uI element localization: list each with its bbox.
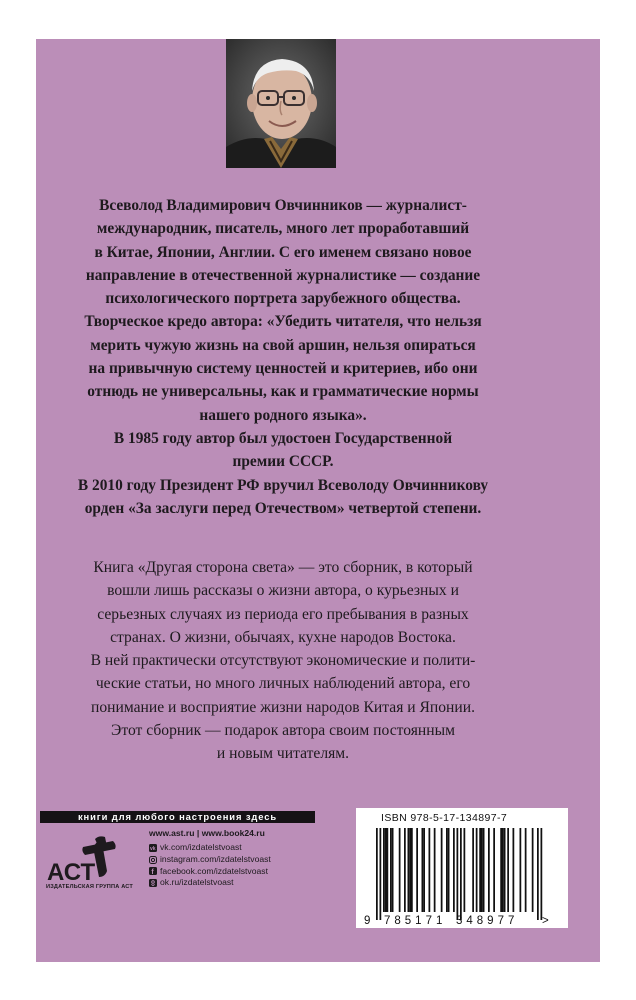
social-link-text: vk.com/izdatelstvoast (160, 842, 242, 852)
websites: www.ast.ru | www.book24.ru (149, 828, 265, 838)
barcode-bar (502, 828, 504, 912)
bio-line: международник, писатель, много лет проработавший (96, 220, 470, 238)
barcode-bar (513, 828, 515, 912)
barcode-bar (532, 828, 534, 912)
barcode-bar (380, 828, 382, 920)
bio-line: направление в отечественной журналистике — создание (85, 266, 481, 284)
barcode-bar (537, 828, 539, 920)
barcode-bar (404, 828, 406, 912)
bio-line: В 2010 году Президент РФ вручил Всеволоду Овчинникову (77, 476, 489, 494)
bio-line: Всеволод Владимирович Овчинников — журналист- (99, 197, 467, 214)
barcode-bar (448, 828, 450, 912)
barcode-bar (464, 828, 466, 912)
barcode-bar (429, 828, 431, 912)
barcode-right-digits: 348977 (456, 915, 519, 927)
barcode-bar (453, 828, 455, 912)
barcode-first-digit: 9 (364, 915, 371, 927)
barcode-bar (408, 828, 410, 912)
bio-line: отнюдь не универсальны, как и грамматические нормы (87, 383, 479, 401)
description-line: Книга «Другая сторона света» — это сборник, в который (93, 559, 473, 576)
book-description (38, 556, 528, 766)
barcode-left-digits: 785171 (384, 915, 447, 927)
social-link[interactable] (149, 854, 271, 866)
description-line: понимание и восприятие жизни народов Китая и Японии. (90, 698, 475, 716)
barcode-bar (434, 828, 436, 912)
bio-line: нашего родного языка». (199, 406, 367, 424)
author-photo (226, 39, 336, 168)
bio-line: в Китае, Японии, Англии. С его именем связано новое (94, 243, 472, 261)
barcode-bar (460, 828, 462, 920)
barcode-bar (409, 828, 411, 912)
barcode-bar (441, 828, 443, 912)
bio-line: В 1985 году автор был удостоен Государственной (113, 429, 453, 447)
social-links (149, 842, 271, 889)
author-biography (38, 194, 528, 520)
barcode-bar (500, 828, 502, 912)
description-line: В ней практически отсутствуют экономические и полити- (90, 652, 476, 670)
bio-line: орден «За заслуги перед Отечеством» четвертой степени. (84, 499, 482, 517)
barcode-bar (481, 828, 483, 912)
instagram-icon (149, 856, 157, 864)
barcode-panel (356, 808, 568, 928)
barcode-bar (422, 828, 424, 912)
barcode-bar (423, 828, 425, 912)
social-link[interactable] (149, 877, 271, 889)
description-line: Этот сборник — подарок автора своим постоянным (111, 722, 455, 740)
barcode-bar (446, 828, 448, 912)
barcode-bar (390, 828, 392, 912)
barcode-bar (457, 828, 459, 920)
barcode-bar (476, 828, 478, 912)
barcode-bar (399, 828, 401, 912)
barcode-bar (493, 828, 495, 912)
barcode-bar (416, 828, 418, 912)
barcode-bar (541, 828, 543, 920)
social-link-text: facebook.com/izdatelstvoast (160, 865, 268, 876)
publisher-name: ИЗДАТЕЛЬСКАЯ ГРУППА АСТ (45, 884, 134, 890)
description-line: вошли лишь рассказы о жизни автора, о курьезных и (107, 582, 459, 600)
isbn-number: ISBN 978-5-17-134897-7 (381, 812, 508, 824)
barcode-bar (387, 828, 389, 912)
description-line: серьезных случаях из периода его пребывания в разных (97, 605, 469, 623)
barcode-arrow: > (542, 915, 549, 927)
social-link[interactable] (149, 842, 271, 854)
description-line: ческие статьи, но много личных наблюдений автора, его (95, 675, 471, 693)
ast-logo (43, 833, 135, 903)
social-link-text: ok.ru/izdatelstvoast (160, 877, 234, 888)
bio-line: Творческое кредо автора: «Убедить читателя, что нельзя (84, 313, 482, 331)
barcode-bar (376, 828, 378, 920)
ast-logo-text: АСТ (47, 859, 96, 886)
svg-text:vk: vk (150, 846, 156, 852)
barcode (356, 808, 568, 928)
social-link-text: instagram.com/izdatelstvoast (160, 853, 271, 864)
slogan-band: книги для любого настроения здесь (40, 811, 315, 823)
odnoklassniki-icon (149, 879, 157, 887)
barcode-bar (385, 828, 387, 912)
bio-line: премии СССР. (232, 453, 334, 471)
barcode-bar (383, 828, 385, 912)
barcode-bar (479, 828, 481, 912)
barcode-bar (504, 828, 506, 912)
description-line: и новым читателям. (216, 745, 350, 763)
vk-icon (149, 844, 157, 852)
social-link[interactable] (149, 866, 271, 878)
svg-text:f: f (151, 869, 154, 876)
barcode-bar (488, 828, 490, 912)
barcode-bar (507, 828, 509, 912)
bio-line: на привычную систему ценностей и критериев, ибо они (88, 360, 478, 378)
bio-line: психологического портрета зарубежного общества. (105, 290, 461, 308)
barcode-bar (472, 828, 474, 912)
facebook-icon (149, 867, 157, 875)
description-line: странах. О жизни, обычаях, кухне народов Востока. (110, 628, 456, 646)
bio-line: мерить чужую жизнь на свой аршин, нельзя опираться (90, 336, 476, 354)
barcode-bar (483, 828, 485, 912)
barcode-bar (411, 828, 413, 912)
barcode-bar (392, 828, 394, 912)
barcode-bar (520, 828, 522, 912)
barcode-bar (525, 828, 527, 912)
